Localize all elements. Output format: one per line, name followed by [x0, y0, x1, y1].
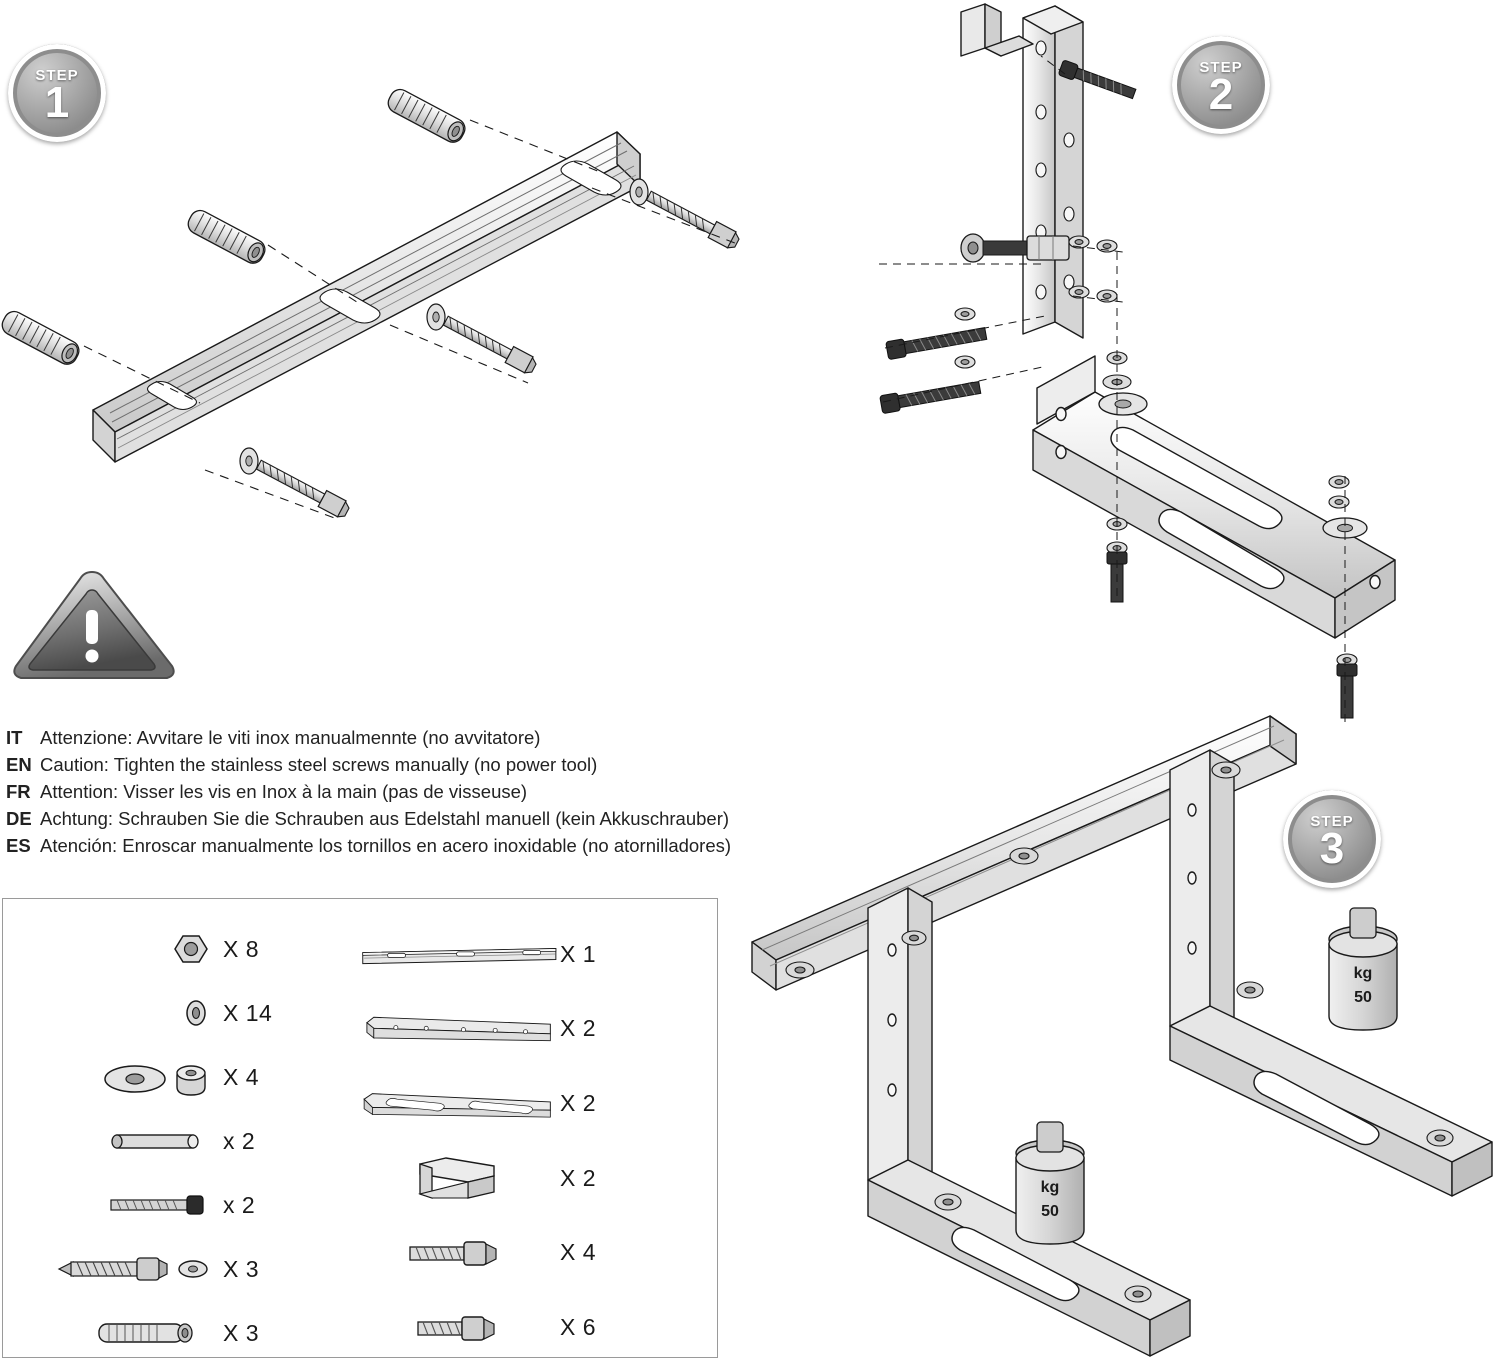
part-row-u-clamp [360, 1146, 707, 1210]
part-row-slotted-arm [360, 1072, 707, 1136]
caution-line-de [6, 805, 836, 832]
weight-1-art [1329, 908, 1397, 1030]
parts-left-column [13, 917, 360, 1358]
angle-bracket-icon [360, 1008, 560, 1050]
caution-line-en [6, 751, 836, 778]
long-rail-icon [360, 936, 560, 972]
lock-washer-icon [13, 999, 223, 1027]
wall-plug-2-art [185, 207, 269, 267]
caution-text-en: Caution: Tighten the stainless steel screws manually (no power tool) [40, 754, 598, 775]
part-row-spacer-sleeve [13, 1109, 360, 1173]
part-row-hex-nut [13, 917, 360, 981]
hex-nut-icon [13, 932, 223, 966]
caution-text-it: Attenzione: Avvitare le viti inox manualmennte (no avvitatore) [40, 727, 541, 748]
part-qty-wood-screw: X 3 [223, 1255, 260, 1282]
part-qty-hex-bolt-short: X 4 [560, 1239, 597, 1266]
caution-text-de: Achtung: Schrauben Sie die Schrauben aus Edelstahl manuell (kein Akkuschrauber) [40, 808, 730, 829]
wood-screw-and-washer-icon [13, 1252, 223, 1286]
fischer-wall-plug-icon [13, 1317, 223, 1349]
part-row-wall-plug [13, 1301, 360, 1358]
caution-lang-es: ES [6, 835, 31, 856]
upright-bracket-art [961, 4, 1083, 338]
caution-line-fr [6, 778, 836, 805]
caution-lang-fr: FR [6, 781, 31, 802]
wood-screw-3-art [240, 448, 351, 520]
step-2-word: STEP [1199, 58, 1243, 76]
part-row-wood-screw [13, 1237, 360, 1301]
black-machine-screw-icon [13, 1192, 223, 1218]
part-qty-wall-plug: X 3 [223, 1319, 260, 1346]
wall-plug-1-art [385, 86, 469, 146]
weight-2-art [1016, 1122, 1084, 1244]
mounting-rail-art [93, 132, 640, 462]
part-qty-hex-nut: X 8 [223, 935, 260, 962]
step-3-word: STEP [1310, 812, 1354, 830]
part-row-lock-washer [13, 981, 360, 1045]
hex-bolt-shorter-icon [360, 1312, 560, 1344]
warning-triangle-icon [8, 566, 180, 684]
weight-1-value: 50 [1354, 989, 1372, 1006]
weight-2-value: 50 [1041, 1203, 1059, 1220]
part-qty-long-rail: X 1 [560, 940, 597, 967]
wood-screw-2-art [427, 304, 538, 376]
wood-screw-1-art [630, 179, 741, 251]
step-3-number: 3 [1319, 823, 1345, 873]
part-row-long-rail [360, 922, 707, 986]
spacer-sleeve-icon [13, 1127, 223, 1155]
part-qty-angle-bracket: X 2 [560, 1015, 597, 1042]
step-1-illustration [0, 40, 780, 550]
weight-2-unit: kg [1040, 1179, 1060, 1196]
caution-lang-de: DE [6, 808, 32, 829]
part-qty-lock-washer: X 14 [223, 999, 273, 1026]
part-row-flat-washer [13, 1045, 360, 1109]
part-qty-spacer-sleeve: x 2 [223, 1127, 256, 1154]
caution-line-es [6, 832, 836, 859]
caution-lang-en: EN [6, 754, 32, 775]
part-row-angle-bracket [360, 997, 707, 1061]
step-2-illustration [855, 0, 1415, 740]
part-qty-slotted-arm: X 2 [560, 1090, 597, 1117]
part-qty-hex-bolt-shorter: X 6 [560, 1314, 597, 1341]
step-1-word: STEP [35, 66, 79, 84]
caution-lang-it: IT [6, 727, 23, 748]
caution-line-it [6, 724, 836, 751]
caution-text-es: Atención: Enroscar manualmente los tornillos en acero inoxidable (no atornilladores) [40, 835, 732, 856]
wall-plug-3-art [0, 308, 82, 368]
part-qty-flat-washer: X 4 [223, 1063, 260, 1090]
black-bolt-1-art [886, 325, 988, 360]
hex-bolt-short-icon [360, 1237, 560, 1269]
part-qty-u-clamp: X 2 [560, 1164, 597, 1191]
caution-text-fr: Attention: Visser les vis en Inox à la main (pas de visseuse) [40, 781, 528, 802]
parts-right-column [360, 917, 707, 1358]
part-qty-black-screw: x 2 [223, 1191, 256, 1218]
step-2-number: 2 [1208, 69, 1234, 119]
part-row-hex-bolt-shorter [360, 1296, 707, 1358]
parts-list-box [2, 898, 718, 1358]
u-clamp-icon [360, 1154, 560, 1202]
step-1-number: 1 [44, 77, 70, 127]
spacer-sleeve-art [961, 234, 1069, 262]
caution-text-block [6, 724, 836, 859]
flat-washer-and-cap-icon [13, 1057, 223, 1097]
part-row-hex-bolt-short [360, 1221, 707, 1285]
slotted-arm-icon [360, 1083, 560, 1125]
step-3-illustration [740, 660, 1500, 1358]
weight-1-unit: kg [1353, 965, 1373, 982]
part-row-black-screw [13, 1173, 360, 1237]
